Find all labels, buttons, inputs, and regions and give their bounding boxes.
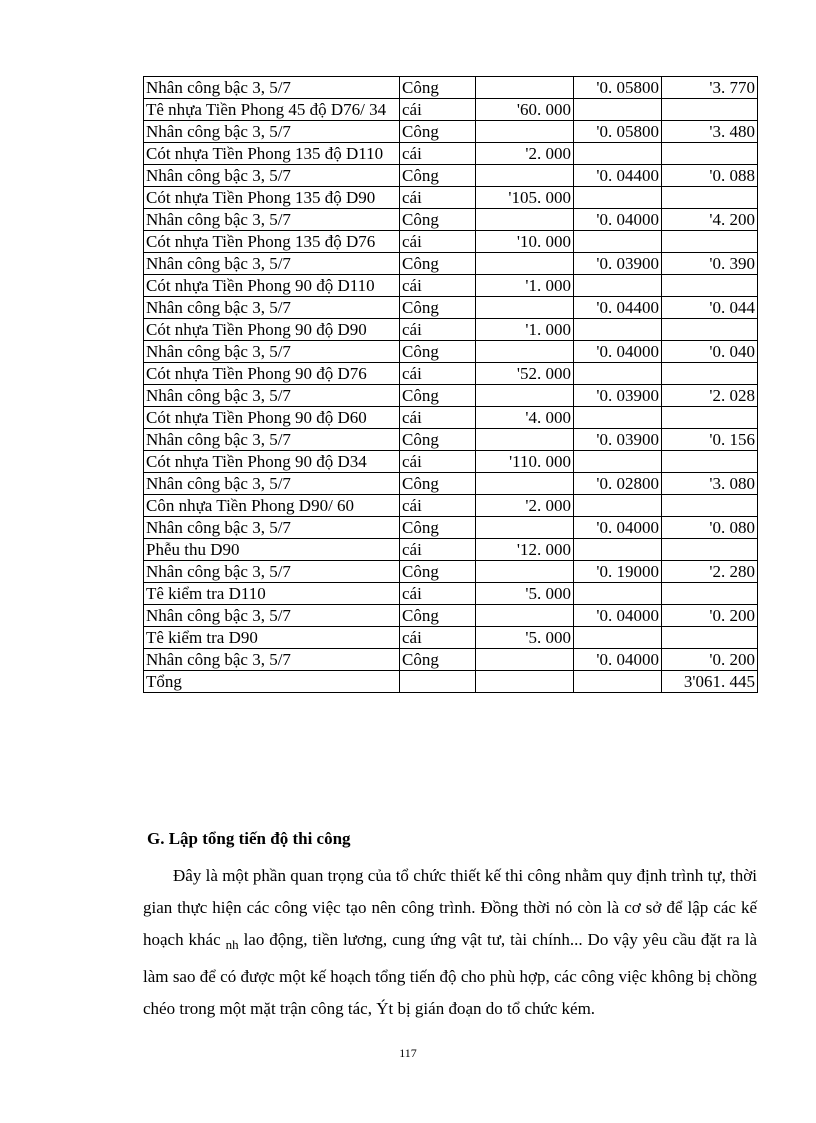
table-row	[144, 209, 758, 231]
quantity-cell: '5. 000	[476, 583, 574, 605]
table-row	[144, 341, 758, 363]
norm-cell: '0. 04000	[574, 341, 662, 363]
quantity-cell	[476, 561, 574, 583]
quantity-cell: '2. 000	[476, 495, 574, 517]
total-label: Tổng	[144, 671, 400, 693]
section-paragraph	[143, 860, 757, 1025]
item-name-cell: Cót nhựa Tiền Phong 135 độ D76	[144, 231, 400, 253]
norm-cell	[574, 275, 662, 297]
value-cell: '0. 200	[662, 605, 758, 627]
value-cell: '4. 200	[662, 209, 758, 231]
norm-cell: '0. 19000	[574, 561, 662, 583]
unit-cell: cái	[400, 319, 476, 341]
unit-cell: Công	[400, 473, 476, 495]
quantity-cell	[476, 209, 574, 231]
item-name-cell: Nhân công bậc 3, 5/7	[144, 165, 400, 187]
norm-cell	[574, 407, 662, 429]
section-heading: G. Lập tổng tiến độ thi công	[147, 829, 351, 848]
table-row	[144, 451, 758, 473]
item-name-cell: Tê kiểm tra D90	[144, 627, 400, 649]
unit-cell: Công	[400, 341, 476, 363]
paragraph-text-start: Đây là một phần quan trọng của tổ chức thiết kế thi công nhằm quy định trình tự, thời gian thực hiện các công việc tạo nên công trình. Đồng thời nó còn là cơ sở để lập các kế hoạch khác	[143, 866, 757, 949]
norm-cell: '0. 02800	[574, 473, 662, 495]
quantity-cell: '105. 000	[476, 187, 574, 209]
quantity-cell	[476, 121, 574, 143]
unit-cell: cái	[400, 495, 476, 517]
unit-cell: cái	[400, 407, 476, 429]
table-total-row	[144, 671, 758, 693]
table-body	[144, 77, 758, 671]
unit-cell: cái	[400, 187, 476, 209]
quantity-cell	[476, 649, 574, 671]
quantity-cell: '4. 000	[476, 407, 574, 429]
table-row	[144, 649, 758, 671]
item-name-cell: Nhân công bậc 3, 5/7	[144, 561, 400, 583]
table-row	[144, 231, 758, 253]
item-name-cell: Nhân công bậc 3, 5/7	[144, 385, 400, 407]
norm-cell: '0. 03900	[574, 253, 662, 275]
unit-cell: cái	[400, 363, 476, 385]
value-cell	[662, 495, 758, 517]
item-name-cell: Cót nhựa Tiền Phong 135 độ D110	[144, 143, 400, 165]
unit-cell: Công	[400, 297, 476, 319]
table-row	[144, 363, 758, 385]
table-row	[144, 561, 758, 583]
norm-cell	[574, 363, 662, 385]
item-name-cell: Nhân công bậc 3, 5/7	[144, 605, 400, 627]
table-row	[144, 99, 758, 121]
value-cell	[662, 319, 758, 341]
item-name-cell: Cót nhựa Tiền Phong 90 độ D76	[144, 363, 400, 385]
unit-cell: Công	[400, 385, 476, 407]
value-cell: '0. 200	[662, 649, 758, 671]
unit-cell: Công	[400, 649, 476, 671]
table-row	[144, 319, 758, 341]
norm-cell	[574, 495, 662, 517]
norm-cell	[574, 451, 662, 473]
total-empty-cell	[574, 671, 662, 693]
item-name-cell: Cót nhựa Tiền Phong 90 độ D90	[144, 319, 400, 341]
value-cell: '0. 088	[662, 165, 758, 187]
table-row	[144, 429, 758, 451]
quantity-cell	[476, 605, 574, 627]
quantity-cell: '2. 000	[476, 143, 574, 165]
unit-cell: cái	[400, 231, 476, 253]
item-name-cell: Phễu thu D90	[144, 539, 400, 561]
quantity-cell	[476, 385, 574, 407]
unit-cell: Công	[400, 253, 476, 275]
item-name-cell: Nhân công bậc 3, 5/7	[144, 429, 400, 451]
unit-cell: cái	[400, 451, 476, 473]
quantity-cell: '12. 000	[476, 539, 574, 561]
item-name-cell: Nhân công bậc 3, 5/7	[144, 649, 400, 671]
quantity-cell: '1. 000	[476, 319, 574, 341]
page-number: 117	[399, 1046, 417, 1060]
table-row	[144, 539, 758, 561]
value-cell	[662, 187, 758, 209]
table-row	[144, 187, 758, 209]
value-cell: '2. 028	[662, 385, 758, 407]
unit-cell: cái	[400, 539, 476, 561]
table-row	[144, 275, 758, 297]
table-row	[144, 583, 758, 605]
quantity-cell	[476, 473, 574, 495]
quantity-cell	[476, 77, 574, 99]
table-row	[144, 165, 758, 187]
value-cell	[662, 407, 758, 429]
item-name-cell: Nhân công bậc 3, 5/7	[144, 297, 400, 319]
norm-cell	[574, 187, 662, 209]
norm-cell: '0. 04000	[574, 649, 662, 671]
value-cell: '0. 390	[662, 253, 758, 275]
item-name-cell: Nhân công bậc 3, 5/7	[144, 473, 400, 495]
item-name-cell: Tê nhựa Tiền Phong 45 độ D76/ 34	[144, 99, 400, 121]
table-row	[144, 605, 758, 627]
unit-cell: cái	[400, 99, 476, 121]
value-cell: '3. 770	[662, 77, 758, 99]
unit-cell: cái	[400, 275, 476, 297]
value-cell	[662, 451, 758, 473]
value-cell: '2. 280	[662, 561, 758, 583]
paragraph-subscript: nh	[225, 937, 239, 952]
value-cell: '0. 044	[662, 297, 758, 319]
item-name-cell: Nhân công bậc 3, 5/7	[144, 517, 400, 539]
unit-cell: Công	[400, 517, 476, 539]
norm-cell	[574, 319, 662, 341]
value-cell	[662, 143, 758, 165]
value-cell	[662, 627, 758, 649]
value-cell	[662, 99, 758, 121]
value-cell	[662, 275, 758, 297]
norm-cell: '0. 04400	[574, 297, 662, 319]
table-row	[144, 473, 758, 495]
item-name-cell: Tê kiểm tra D110	[144, 583, 400, 605]
unit-cell: Công	[400, 429, 476, 451]
quantity-cell	[476, 517, 574, 539]
unit-cell: Công	[400, 605, 476, 627]
quantity-cell	[476, 297, 574, 319]
item-name-cell: Nhân công bậc 3, 5/7	[144, 121, 400, 143]
unit-cell: Công	[400, 77, 476, 99]
table-row	[144, 627, 758, 649]
quantity-cell: '10. 000	[476, 231, 574, 253]
quantity-cell	[476, 165, 574, 187]
item-name-cell: Nhân công bậc 3, 5/7	[144, 253, 400, 275]
cost-estimate-table	[143, 76, 758, 693]
item-name-cell: Cót nhựa Tiền Phong 90 độ D34	[144, 451, 400, 473]
value-cell	[662, 539, 758, 561]
table-row	[144, 385, 758, 407]
norm-cell	[574, 583, 662, 605]
item-name-cell: Cót nhựa Tiền Phong 90 độ D110	[144, 275, 400, 297]
value-cell: '0. 080	[662, 517, 758, 539]
value-cell: '0. 156	[662, 429, 758, 451]
item-name-cell: Nhân công bậc 3, 5/7	[144, 77, 400, 99]
quantity-cell: '60. 000	[476, 99, 574, 121]
norm-cell	[574, 627, 662, 649]
item-name-cell: Nhân công bậc 3, 5/7	[144, 341, 400, 363]
unit-cell: Công	[400, 209, 476, 231]
table-row	[144, 77, 758, 99]
norm-cell	[574, 99, 662, 121]
value-cell: '3. 480	[662, 121, 758, 143]
quantity-cell	[476, 429, 574, 451]
total-empty-cell	[400, 671, 476, 693]
unit-cell: cái	[400, 627, 476, 649]
unit-cell: Công	[400, 121, 476, 143]
unit-cell: cái	[400, 143, 476, 165]
item-name-cell: Côn nhựa Tiền Phong D90/ 60	[144, 495, 400, 517]
item-name-cell: Cót nhựa Tiền Phong 90 độ D60	[144, 407, 400, 429]
norm-cell: '0. 04000	[574, 209, 662, 231]
unit-cell: Công	[400, 561, 476, 583]
norm-cell	[574, 539, 662, 561]
paragraph-text-end: lao động, tiền lương, cung ứng vật tư, tài chính... Do vậy yêu cầu đặt ra là làm sao để có được một kế hoạch tổng tiến độ cho phù hợp, các công việc không bị chồng chéo trong một mặt trận công tác, Ýt bị gián đoạn do tổ chức kém.	[143, 930, 757, 1018]
norm-cell: '0. 04400	[574, 165, 662, 187]
total-empty-cell	[476, 671, 574, 693]
norm-cell: '0. 03900	[574, 385, 662, 407]
unit-cell: cái	[400, 583, 476, 605]
norm-cell: '0. 04000	[574, 517, 662, 539]
total-value: 3'061. 445	[662, 671, 758, 693]
quantity-cell: '5. 000	[476, 627, 574, 649]
quantity-cell: '52. 000	[476, 363, 574, 385]
norm-cell: '0. 05800	[574, 77, 662, 99]
quantity-cell: '110. 000	[476, 451, 574, 473]
norm-cell: '0. 04000	[574, 605, 662, 627]
table-row	[144, 517, 758, 539]
norm-cell: '0. 03900	[574, 429, 662, 451]
norm-cell: '0. 05800	[574, 121, 662, 143]
table-row	[144, 253, 758, 275]
table-row	[144, 407, 758, 429]
norm-cell	[574, 231, 662, 253]
norm-cell	[574, 143, 662, 165]
value-cell	[662, 583, 758, 605]
quantity-cell: '1. 000	[476, 275, 574, 297]
item-name-cell: Cót nhựa Tiền Phong 135 độ D90	[144, 187, 400, 209]
quantity-cell	[476, 253, 574, 275]
value-cell	[662, 363, 758, 385]
value-cell: '3. 080	[662, 473, 758, 495]
value-cell: '0. 040	[662, 341, 758, 363]
quantity-cell	[476, 341, 574, 363]
table-row	[144, 143, 758, 165]
item-name-cell: Nhân công bậc 3, 5/7	[144, 209, 400, 231]
table-row	[144, 121, 758, 143]
table-row	[144, 297, 758, 319]
value-cell	[662, 231, 758, 253]
table-row	[144, 495, 758, 517]
unit-cell: Công	[400, 165, 476, 187]
